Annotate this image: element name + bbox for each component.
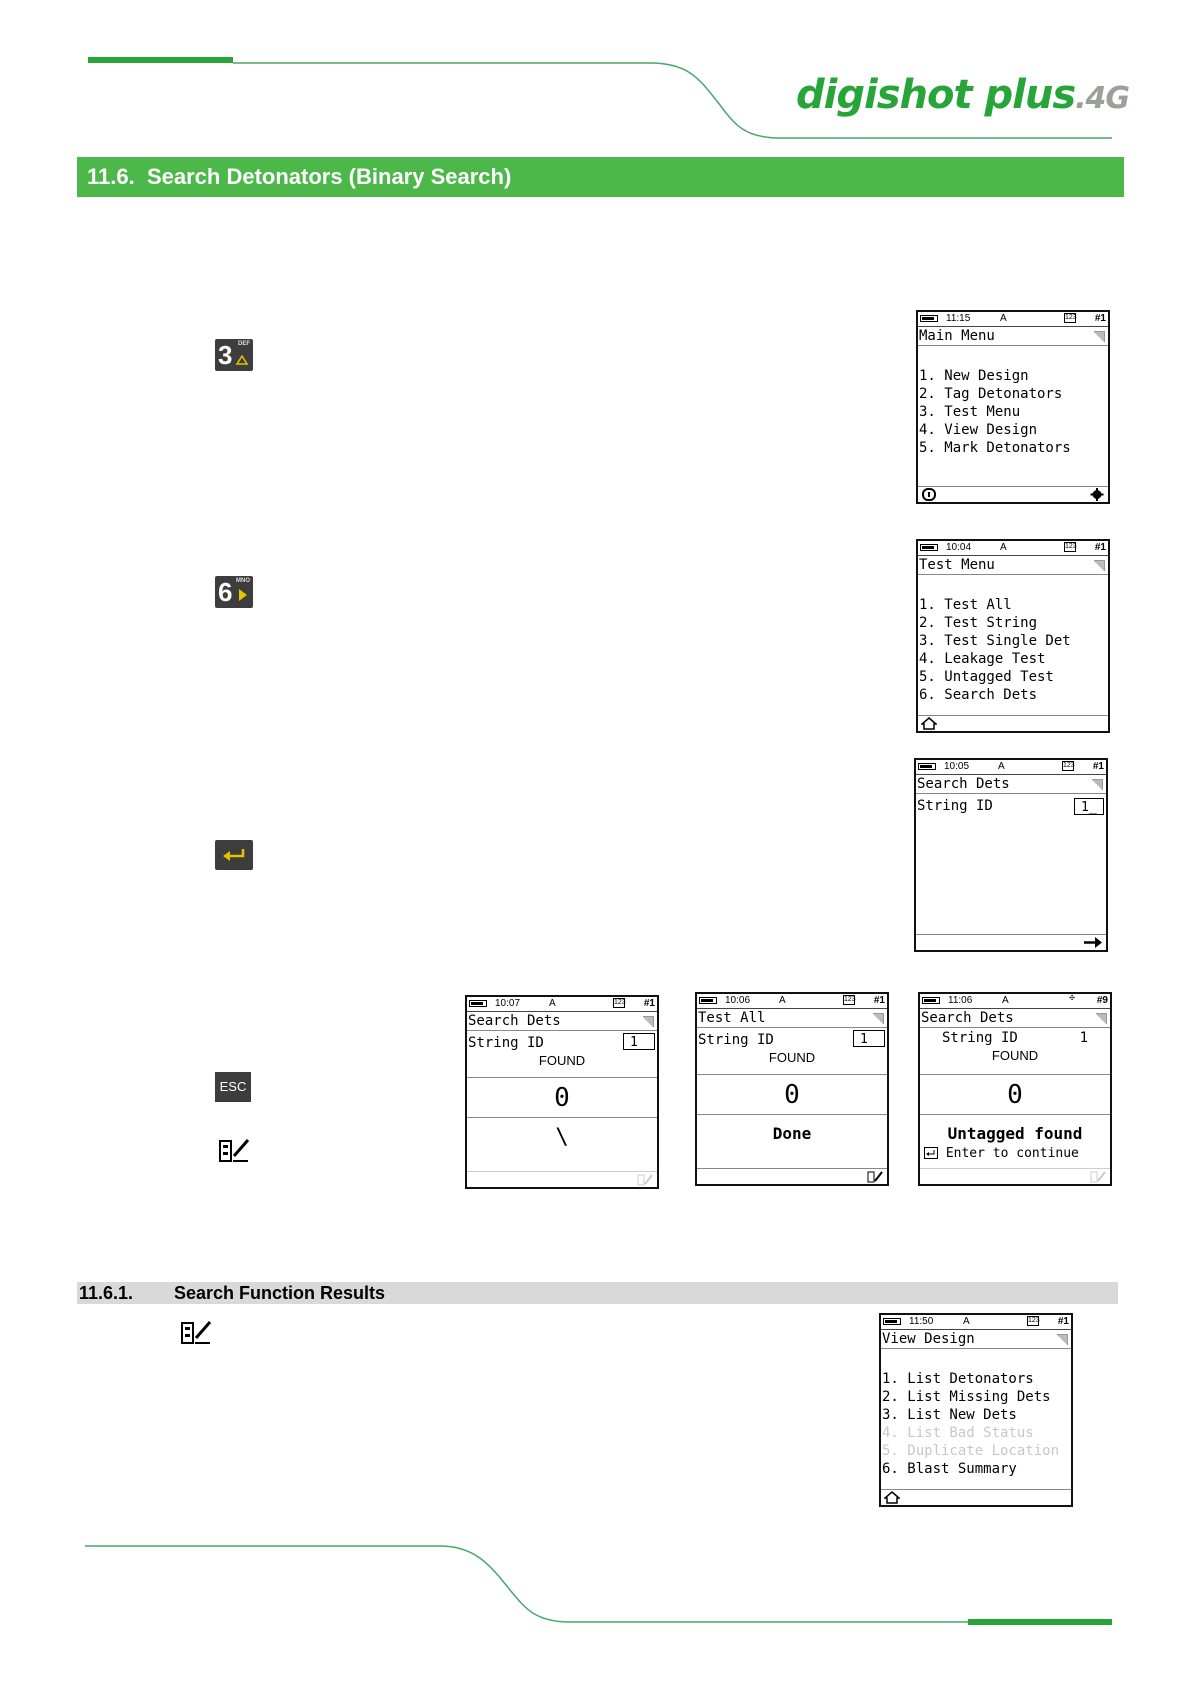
screen-title: Search Dets <box>920 1009 1110 1028</box>
battery-icon <box>918 763 936 770</box>
menu-list <box>919 367 1071 457</box>
menu-item-disabled: 5. Duplicate Location <box>882 1443 1060 1459</box>
results-icon <box>1090 1170 1106 1183</box>
results-key-icon <box>218 1136 252 1164</box>
string-id-label: String ID <box>468 1035 544 1051</box>
battery-icon <box>699 997 717 1004</box>
status-bar: 11:50 A 123 #1 <box>881 1315 1071 1330</box>
keypad-icon: 123 <box>844 996 856 1003</box>
status-text: Done <box>772 1124 812 1143</box>
softkey-bar <box>918 715 1108 731</box>
arrow-right-icon[interactable] <box>1083 937 1103 948</box>
keypad-icon: 123 <box>1063 762 1075 769</box>
menu-item[interactable]: 5. Untagged Test <box>919 669 1054 685</box>
enter-icon <box>924 1147 938 1159</box>
screen-title: Search Dets <box>467 1012 657 1031</box>
search-progress-screen <box>465 995 659 1189</box>
found-label: FOUND <box>538 1053 586 1068</box>
lock-icon[interactable] <box>922 488 936 501</box>
search-input-screen <box>914 758 1108 952</box>
softkey-bar <box>916 934 1106 950</box>
found-count: 0 <box>784 1080 800 1110</box>
menu-item-disabled: 4. List Bad Status <box>882 1425 1034 1441</box>
menu-item[interactable]: 6. Blast Summary <box>882 1461 1017 1477</box>
menu-item[interactable]: 2. Test String <box>919 615 1038 631</box>
enter-key-icon <box>215 840 253 870</box>
found-label: FOUND <box>768 1050 816 1065</box>
test-menu-screen <box>916 539 1110 733</box>
screen-title: Search Dets <box>916 775 1106 794</box>
softkey-bar <box>697 1168 887 1184</box>
gear-icon[interactable] <box>1090 488 1104 501</box>
battery-icon <box>922 997 940 1004</box>
status-bar: 10:05 A 123 #1 <box>916 760 1106 775</box>
found-label: FOUND <box>991 1048 1039 1063</box>
menu-list <box>882 1370 1059 1478</box>
menu-list <box>919 596 1071 704</box>
softkey-bar <box>918 486 1108 502</box>
keypad-icon: 123 <box>614 999 626 1006</box>
status-text: Untagged found <box>947 1124 1083 1143</box>
battery-icon <box>920 544 938 551</box>
untagged-found-screen <box>918 992 1112 1186</box>
found-count: 0 <box>554 1083 570 1113</box>
subsection-heading: 11.6.1. Search Function Results <box>77 1282 1118 1304</box>
battery-icon <box>469 1000 487 1007</box>
status-bar: 10:07 A 123 #1 <box>467 997 657 1012</box>
menu-item[interactable]: 2. Tag Detonators <box>919 386 1063 402</box>
test-done-screen <box>695 992 889 1186</box>
key-6-icon: 6 MNO <box>215 576 253 608</box>
status-bar: 10:04 A 123 #1 <box>918 541 1108 556</box>
footer-decoration <box>0 1530 1191 1630</box>
status-bar: 11:15 A 123 #1 <box>918 312 1108 327</box>
softkey-bar <box>881 1489 1071 1505</box>
view-design-screen <box>879 1313 1073 1507</box>
footer-curve-line <box>85 1546 1112 1622</box>
main-menu-screen <box>916 310 1110 504</box>
keypad-icon: 123 <box>1065 314 1077 321</box>
string-id-label: String ID <box>942 1030 1018 1046</box>
battery-icon <box>920 315 938 322</box>
menu-item[interactable]: 4. Leakage Test <box>919 651 1046 667</box>
home-icon[interactable] <box>884 1491 900 1504</box>
menu-item[interactable]: 5. Mark Detonators <box>919 440 1071 456</box>
screen-title: View Design <box>881 1330 1071 1349</box>
string-id-label: String ID <box>698 1032 774 1048</box>
found-count: 0 <box>1007 1080 1023 1110</box>
screen-title: Test Menu <box>918 556 1108 575</box>
string-id-value: 1 <box>853 1030 885 1047</box>
menu-item[interactable]: 4. View Design <box>919 422 1038 438</box>
string-id-input[interactable]: 1_ <box>1074 798 1104 815</box>
continue-hint[interactable]: Enter to continue <box>924 1146 1079 1161</box>
string-id-label: String ID <box>917 798 993 814</box>
status-bar: 11:06 A ✣ #9 <box>920 994 1110 1009</box>
menu-item[interactable]: 3. Test Single Det <box>919 633 1071 649</box>
status-bar: 10:06 A 123 #1 <box>697 994 887 1009</box>
header-accent-bar <box>88 57 233 63</box>
footer-accent-bar <box>968 1619 1112 1625</box>
screen-title: Test All <box>697 1009 887 1028</box>
menu-item[interactable]: 1. List Detonators <box>882 1371 1034 1387</box>
menu-item[interactable]: 1. Test All <box>919 597 1012 613</box>
softkey-bar <box>467 1171 657 1187</box>
screen-title: Main Menu <box>918 327 1108 346</box>
results-key-icon <box>180 1318 214 1346</box>
keypad-icon: 123 <box>1065 543 1077 550</box>
menu-item[interactable]: 1. New Design <box>919 368 1029 384</box>
keypad-icon: 123 <box>1028 1317 1040 1324</box>
menu-item[interactable]: 6. Search Dets <box>919 687 1038 703</box>
key-3-icon: 3 DEF <box>215 339 253 371</box>
menu-item[interactable]: 2. List Missing Dets <box>882 1389 1051 1405</box>
progress-spinner: \ <box>555 1125 569 1150</box>
battery-icon <box>883 1318 901 1325</box>
section-heading: 11.6. Search Detonators (Binary Search) <box>77 157 1124 197</box>
softkey-bar <box>920 1168 1110 1184</box>
menu-item[interactable]: 3. List New Dets <box>882 1407 1017 1423</box>
results-icon <box>637 1173 653 1186</box>
esc-key-icon: ESC <box>215 1072 251 1102</box>
signal-icon: ✣ <box>1069 995 1075 1002</box>
menu-item[interactable]: 3. Test Menu <box>919 404 1021 420</box>
string-id-value: 1 <box>1079 1030 1088 1046</box>
brand-logo: digishot plus.4G <box>796 72 1130 118</box>
results-icon[interactable] <box>867 1170 883 1183</box>
string-id-value: 1 <box>623 1033 655 1050</box>
home-icon[interactable] <box>921 717 937 730</box>
